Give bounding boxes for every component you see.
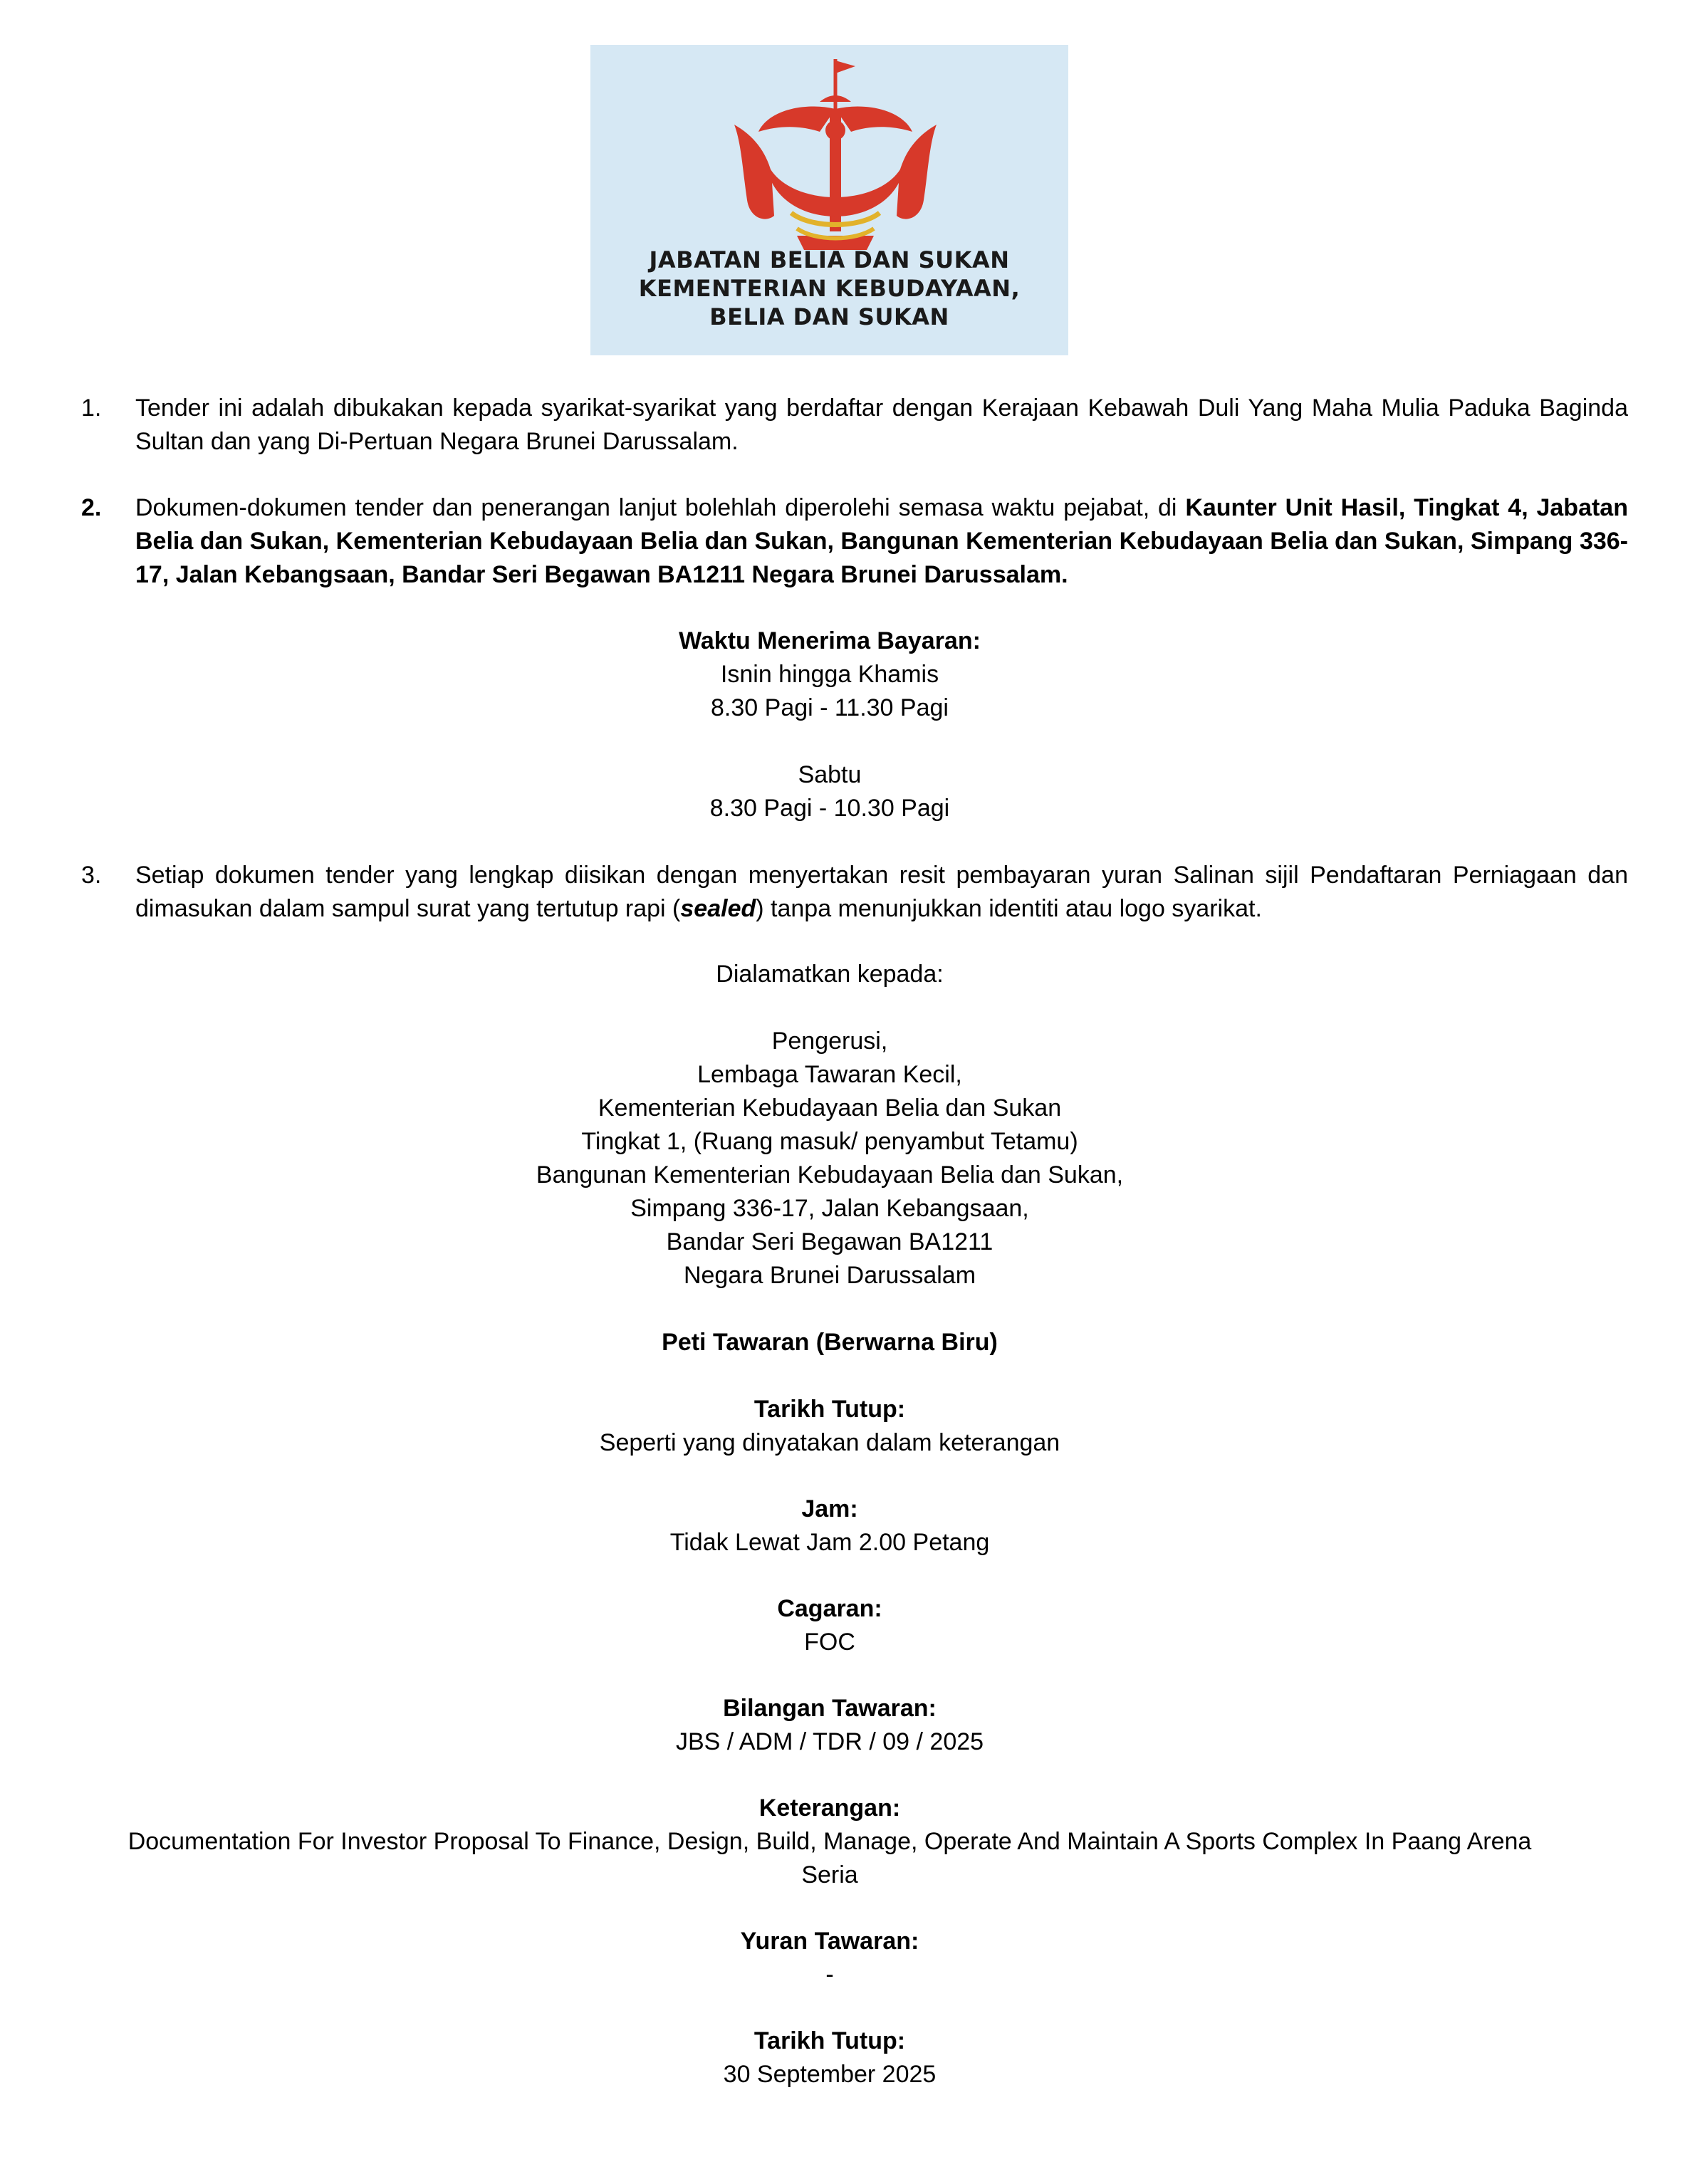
address-line: Simpang 336-17, Jalan Kebangsaan, [630, 1195, 1029, 1222]
deposit-value: FOC [804, 1629, 855, 1656]
deposit-label: Cagaran: [777, 1595, 882, 1622]
tender-fee-value: - [825, 1961, 834, 1988]
tender-fee-label: Yuran Tawaran: [740, 1928, 919, 1955]
tender-fee-block [0, 1925, 1659, 1992]
address-line: Bangunan Kementerian Kebudayaan Belia dan Sukan, [536, 1161, 1124, 1188]
address-line: Tingkat 1, (Ruang masuk/ penyambut Tetamu) [581, 1128, 1078, 1155]
tender-box-note: Peti Tawaran (Berwarna Biru) [662, 1329, 998, 1356]
tender-number-value: JBS / ADM / TDR / 09 / 2025 [675, 1728, 984, 1755]
payment-days-weekday: Isnin hingga Khamis [720, 661, 939, 688]
description-line-2: Seria [801, 1861, 858, 1888]
item-3-text-after: ) tanpa menunjukkan identiti atau logo syarikat. [756, 895, 1262, 922]
item-2-text-plain: Dokumen-dokumen tender dan penerangan lanjut bolehlah diperolehi semasa waktu pejabat, di [135, 494, 1186, 521]
address-line: Pengerusi, [771, 1028, 888, 1055]
payment-days-saturday: Sabtu [798, 761, 862, 788]
tender-number-label: Bilangan Tawaran: [723, 1695, 937, 1722]
item-3-text-sealed: sealed [680, 895, 756, 922]
address-intro: Dialamatkan kepada: [716, 961, 944, 988]
time-block [0, 1493, 1659, 1559]
address-line: Kementerian Kebudayaan Belia dan Sukan [598, 1094, 1062, 1122]
item-2-text-bold: Kaunter Unit Hasil, Tingkat 4, Jabatan Belia dan Sukan, Kementerian Kebudayaan Belia dan Sukan, Bangunan Kementerian Kebudayaan Belia dan Sukan, Simpang 336-17, Jalan Kebangsaan, Bandar Seri Begawan BA1211 Negara Brunei Darussalam. [135, 494, 1628, 588]
closing-date-value: Seperti yang dinyatakan dalam keterangan [599, 1429, 1060, 1456]
item-2-number: 2. [81, 494, 102, 521]
closing-date-block [0, 1393, 1659, 1460]
item-1-text: Tender ini adalah dibukakan kepada syarikat-syarikat yang berdaftar dengan Kerajaan Kebawah Duli Yang Maha Mulia Paduka Baginda Sultan dan yang Di-Pertuan Negara Brunei Darussalam. [135, 395, 1628, 455]
payment-hours-weekday: 8.30 Pagi - 11.30 Pagi [711, 694, 949, 721]
logo-line-2: KEMENTERIAN KEBUDAYAAN, [638, 275, 1021, 302]
closing-date-label: Tarikh Tutup: [753, 1396, 906, 1423]
final-closing-date-value: 30 September 2025 [723, 2061, 937, 2088]
description-block [43, 1792, 1617, 1892]
address-line: Negara Brunei Darussalam [683, 1262, 976, 1289]
payment-hours-saturday: 8.30 Pagi - 10.30 Pagi [709, 795, 950, 822]
item-2-text [135, 491, 1628, 592]
deposit-block [0, 1592, 1659, 1659]
address-line: Lembaga Tawaran Kecil, [697, 1061, 962, 1088]
payment-label: Waktu Menerima Bayaran: [679, 627, 981, 654]
item-1-number: 1. [81, 395, 102, 422]
final-closing-date-block [0, 2024, 1659, 2091]
tender-number-block [0, 1692, 1659, 1759]
payment-hours-block [0, 625, 1659, 825]
description-line-1: Documentation For Investor Proposal To Finance, Design, Build, Manage, Operate And Maintain A Sports Complex In Paang Arena [127, 1828, 1532, 1855]
address-line: Bandar Seri Begawan BA1211 [666, 1228, 993, 1255]
item-3-text [135, 859, 1628, 926]
department-logo-banner [590, 45, 1068, 355]
time-label: Jam: [801, 1495, 858, 1522]
final-closing-date-label: Tarikh Tutup: [753, 2027, 906, 2054]
item-3-number: 3. [81, 862, 102, 889]
address-block [0, 1025, 1659, 1292]
description-label: Keterangan: [758, 1794, 901, 1822]
time-value: Tidak Lewat Jam 2.00 Petang [669, 1529, 990, 1556]
logo-line-1: JABATAN BELIA DAN SUKAN [649, 246, 1010, 273]
logo-line-3: BELIA DAN SUKAN [709, 303, 949, 330]
item-3-text-plain: Setiap dokumen tender yang lengkap diisikan dengan menyertakan resit pembayaran yuran Salinan sijil Pendaftaran Perniagaan dan dimasukan dalam sampul surat yang tertutup rapi ( [135, 862, 1628, 922]
